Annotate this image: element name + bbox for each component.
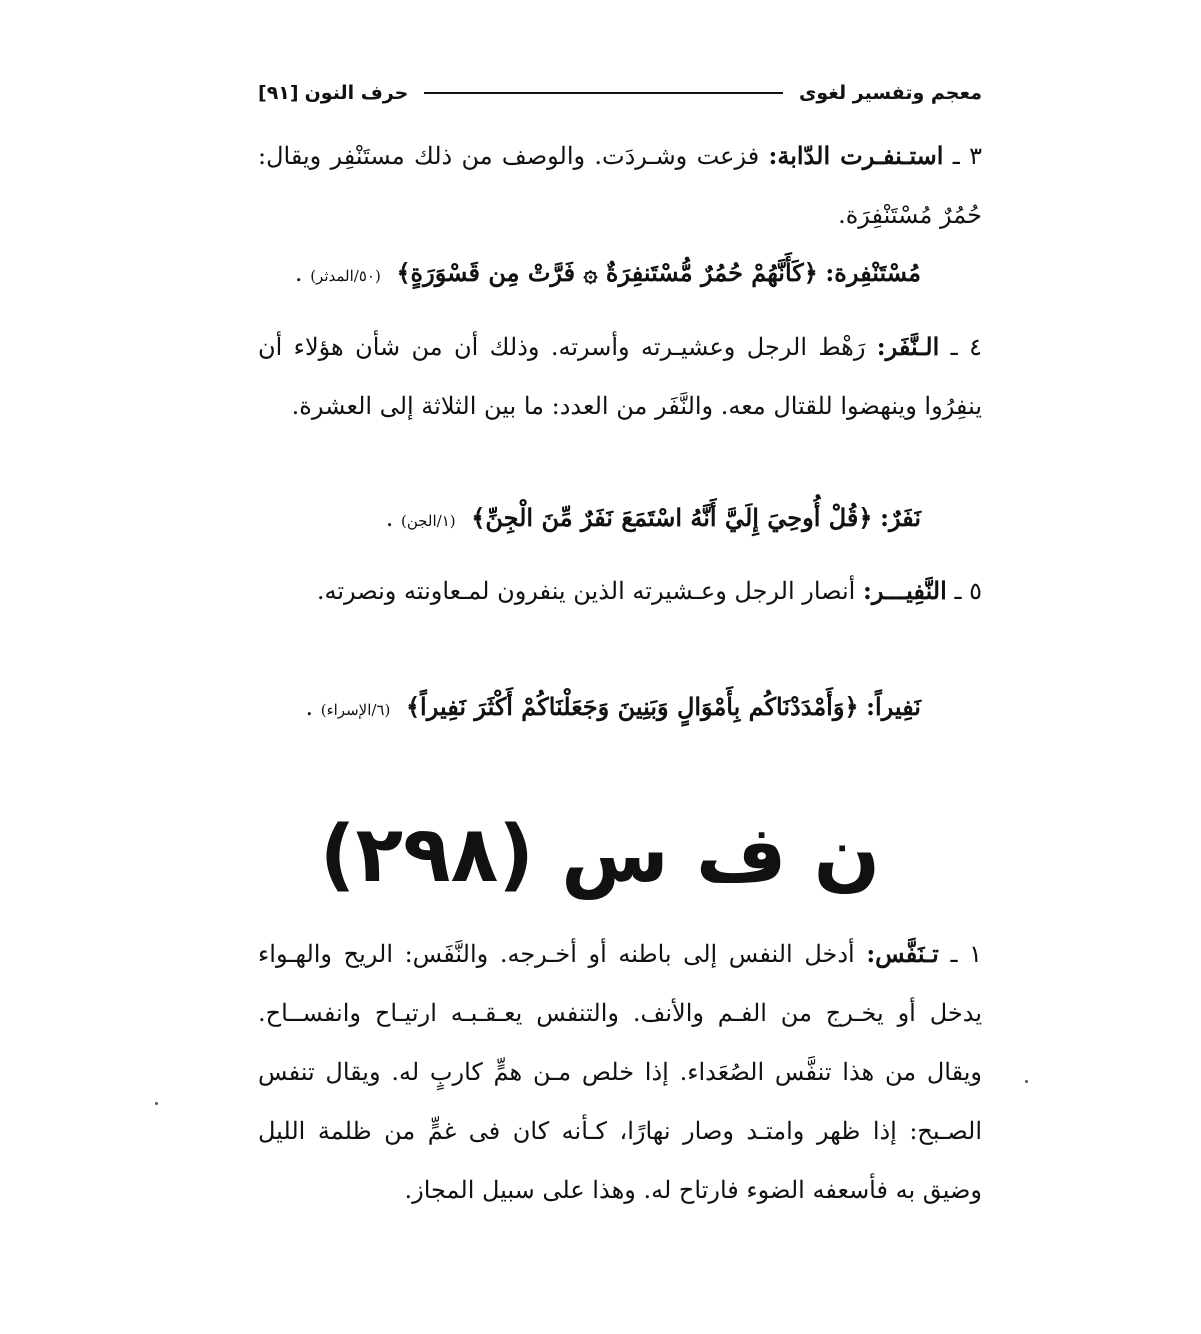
scan-speck: [155, 1102, 158, 1105]
entry-number: ٥ ـ: [954, 577, 982, 605]
root-heading: ن ف س (٢٩٨): [319, 810, 881, 900]
verse-reference: (١/الجن): [400, 512, 456, 530]
quran-verse: ﴿كَأَنَّهُمْ حُمُرٌ مُّسْتَنفِرَةٌ ۞ فَرَّتْ مِن قَسْوَرَةٍ﴾: [396, 258, 818, 287]
verse-reference: (٦/الإسراء): [320, 701, 391, 719]
citation-end: .: [305, 693, 314, 721]
citation-word: مُسْتَنْفِرة:: [825, 258, 921, 287]
running-header: [258, 76, 982, 110]
verse-reference: (٥٠/المدثر): [310, 267, 381, 285]
citation-end: .: [294, 259, 303, 287]
quran-verse: ﴿وَأَمْدَدْنَاكُم بِأَمْوَالٍ وَبَنِينَ وَجَعَلْنَاكُمْ أَكْثَرَ نَفِيراً﴾: [405, 692, 859, 721]
citation-end: .: [385, 504, 394, 532]
quran-citation-1: [295, 258, 921, 287]
entry-number: ١ ـ: [950, 940, 983, 968]
page-number: [٩١]: [258, 82, 299, 104]
entry-term: استـنفـرت الدّابة:: [768, 141, 944, 170]
entry-number: ٤ ـ: [950, 333, 982, 361]
chapter-title: حرف النون: [304, 82, 409, 104]
entry-definition: أنصار الرجل وعـشيرته الذين ينفرون لمـعاونته ونصرته.: [316, 577, 856, 605]
entry-definition: فزعت وشـردَت. والوصف من ذلك مستَنْفِر ويقال: حُمُرٌ مُسْتَنْفِرَة.: [258, 142, 982, 229]
quran-citation-3: [305, 692, 921, 721]
scan-speck: [1025, 1080, 1028, 1083]
citation-word: نَفِيراً:: [866, 692, 921, 721]
entry-definition: رَهْط الرجل وعشيـرته وأسرته. وذلك أن من شأن هؤلاء أن ينفِرُوا وينهضوا للقتال معه. والنَّفَر من العدد: ما بين الثلاثة إلى العشرة.: [258, 333, 982, 420]
quran-citation-2: [386, 503, 921, 532]
entry-5: [258, 561, 982, 621]
entry-term: تـنَفَّس:: [866, 939, 939, 968]
header-rule: [424, 92, 783, 94]
entry-number: ٣ ـ: [952, 142, 982, 170]
citation-word: نَفَرٌ:: [880, 503, 921, 532]
entry-definition: أدخل النفس إلى باطنه أو أخـرجه. والنَّفَس: الريح والهـواء يدخل أو يخـرج من الفـم والأنف. والتنفس يعـقـبـه ارتيـاح وانفســاح. ويقال من هذا تنفَّس الصُعَداء. إذا خلص مـن همٍّ كاربٍ له. ويقال تنفس الصـبح: إذا ظهر وامتـد وصار نهارًا، كـأنه كان فى غمٍّ من ظلمة الليل وضيق به فأسعفه الضوء فارتاح له. وهذا على سبيل المجاز.: [258, 940, 982, 1204]
entry-term: الـنَّفَر:: [876, 332, 940, 361]
quran-verse: ﴿قُلْ أُوحِيَ إِلَيَّ أَنَّهُ اسْتَمَعَ نَفَرٌ مِّنَ الْجِنِّ﴾: [471, 503, 873, 532]
entry-nfs-1: [258, 924, 982, 1220]
entry-4: [258, 317, 982, 436]
entry-3: [258, 126, 982, 245]
entry-term: النَّفِيـــر:: [862, 576, 947, 605]
book-title: معجم وتفسير لغوى: [798, 82, 982, 104]
